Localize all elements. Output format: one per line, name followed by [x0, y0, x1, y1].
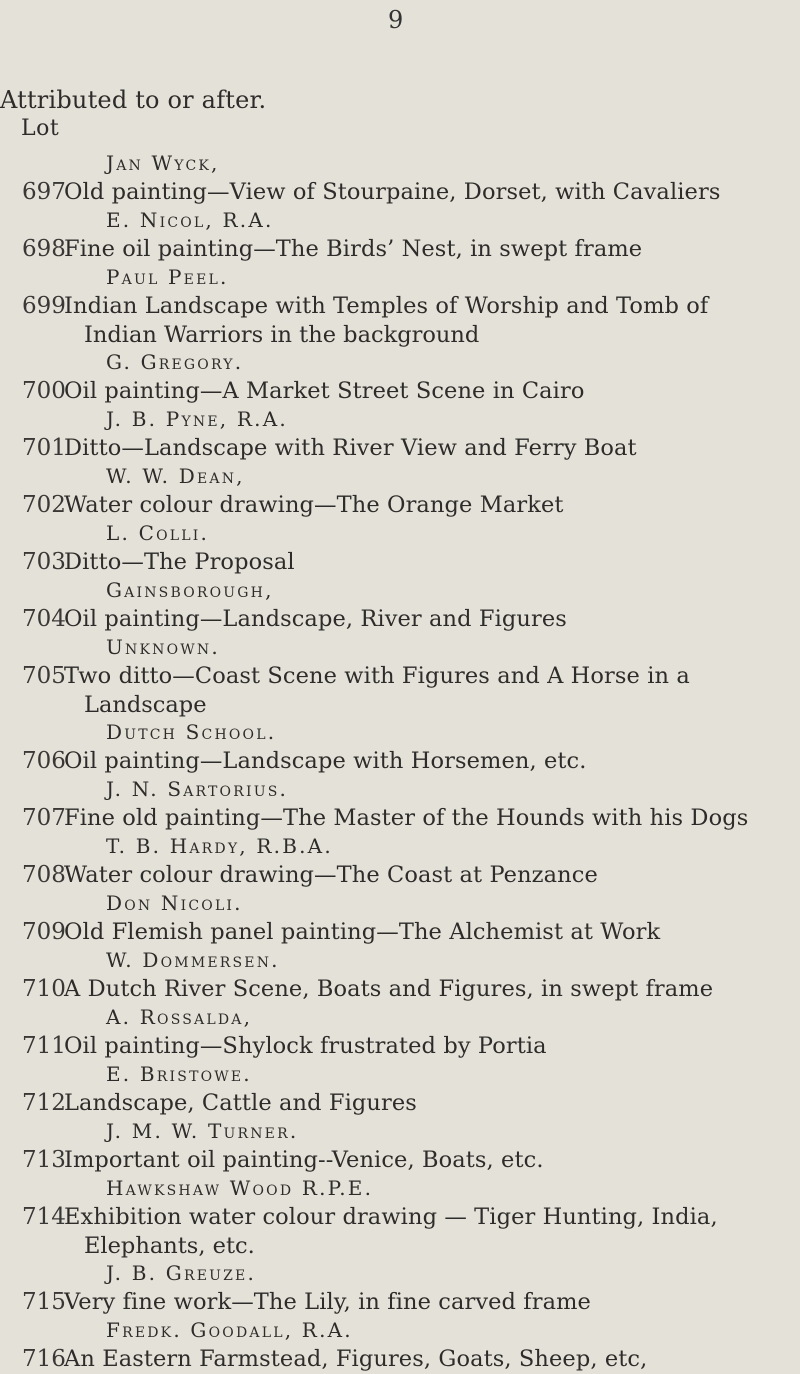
lot-number: 712 — [22, 1090, 66, 1116]
lot-number: 713 — [22, 1147, 66, 1173]
artist-name: Gainsborough, — [106, 578, 274, 602]
section-heading: Attributed to or after. — [0, 86, 267, 114]
lot-row — [0, 661, 800, 691]
lot-description: Fine old painting—The Master of the Hounds with his Dogs — [64, 805, 749, 831]
lot-row — [0, 547, 800, 577]
lot-number: 715 — [22, 1289, 66, 1315]
lot-number: 703 — [22, 549, 66, 575]
lot-row — [0, 291, 800, 321]
lot-entry — [0, 150, 800, 207]
artist-name: T. B. Hardy, R.B.A. — [106, 834, 333, 858]
lot-number: 710 — [22, 976, 66, 1002]
lot-number: 714 — [22, 1204, 66, 1230]
lot-description: Two ditto—Coast Scene with Figures and A Horse in a — [64, 663, 690, 689]
lot-description: Oil painting—A Market Street Scene in Cairo — [64, 378, 585, 404]
artist-name: J. B. Pyne, R.A. — [106, 407, 288, 431]
lot-row — [0, 860, 800, 890]
lot-description-continued: Elephants, etc. — [84, 1233, 255, 1259]
lot-row — [0, 433, 800, 463]
lot-number: 705 — [22, 663, 66, 689]
lot-number: 702 — [22, 492, 66, 518]
lot-description: A Dutch River Scene, Boats and Figures, in swept frame — [64, 976, 714, 1002]
lot-row — [0, 1031, 800, 1061]
lot-description: Water colour drawing—The Coast at Penzance — [64, 862, 598, 888]
lot-entry — [0, 947, 800, 1004]
lot-description: Oil painting—Shylock frustrated by Portia — [64, 1033, 547, 1059]
lot-number: 706 — [22, 748, 66, 774]
artist-name: W. Dommersen. — [106, 948, 280, 972]
lot-entry — [0, 264, 800, 349]
artist-name: W. W. Dean, — [106, 464, 245, 488]
lot-entry — [0, 776, 800, 833]
lot-description: Ditto—The Proposal — [64, 549, 295, 575]
lot-row — [0, 1202, 800, 1232]
artist-name: J. M. W. Turner. — [106, 1119, 299, 1143]
lot-entry — [0, 833, 800, 890]
lot-entry — [0, 1118, 800, 1175]
lot-number: 707 — [22, 805, 66, 831]
lot-list — [0, 150, 800, 1374]
lot-number: 699 — [22, 293, 66, 319]
lot-entry — [0, 349, 800, 406]
artist-name: Unknown. — [106, 635, 220, 659]
lot-row — [0, 1344, 800, 1374]
lot-entry — [0, 634, 800, 719]
lot-description: Old painting—View of Stourpaine, Dorset, with Cavaliers — [64, 179, 721, 205]
lot-entry — [0, 463, 800, 520]
lot-entry — [0, 890, 800, 947]
lot-description: Fine oil painting—The Birds’ Nest, in swept frame — [64, 236, 643, 262]
lot-entry — [0, 1061, 800, 1118]
lot-number: 709 — [22, 919, 66, 945]
lot-number: 700 — [22, 378, 66, 404]
lot-number: 704 — [22, 606, 66, 632]
lot-row — [0, 234, 800, 264]
lot-description: Very fine work—The Lily, in fine carved frame — [64, 1289, 591, 1315]
lot-entry — [0, 1004, 800, 1061]
artist-name: Jan Wyck, — [106, 151, 220, 175]
lot-description: Water colour drawing—The Orange Market — [64, 492, 564, 518]
artist-name: Dutch School. — [106, 720, 277, 744]
lot-entry — [0, 577, 800, 634]
artist-name: E. Nicol, R.A. — [106, 208, 274, 232]
lot-column-label: Lot — [21, 116, 60, 141]
lot-description: Oil painting—Landscape, River and Figures — [64, 606, 567, 632]
lot-row — [0, 803, 800, 833]
lot-row — [0, 1145, 800, 1175]
lot-description: Old Flemish panel painting—The Alchemist at Work — [64, 919, 661, 945]
lot-entry — [0, 207, 800, 264]
lot-entry — [0, 719, 800, 776]
lot-entry — [0, 1317, 800, 1374]
lot-description: Indian Landscape with Temples of Worship and Tomb of — [64, 293, 709, 319]
page-number: 9 — [388, 6, 404, 34]
artist-name: L. Colli. — [106, 521, 210, 545]
lot-description-continued: Indian Warriors in the background — [84, 322, 480, 348]
lot-entry — [0, 406, 800, 463]
artist-name: Hawkshaw Wood R.P.E. — [106, 1176, 374, 1200]
lot-description: An Eastern Farmstead, Figures, Goats, Sheep, etc, — [64, 1346, 648, 1372]
lot-description: Oil painting—Landscape with Horsemen, etc. — [64, 748, 587, 774]
lot-row — [0, 177, 800, 207]
lot-row — [0, 1088, 800, 1118]
lot-description: Important oil painting--Venice, Boats, etc. — [64, 1147, 544, 1173]
lot-entry — [0, 520, 800, 577]
artist-name: G. Gregory. — [106, 350, 244, 374]
lot-row — [0, 746, 800, 776]
lot-entry — [0, 1260, 800, 1317]
artist-name: Paul Peel. — [106, 265, 229, 289]
artist-name: J. B. Greuze. — [106, 1261, 257, 1285]
lot-number: 698 — [22, 236, 66, 262]
artist-name: Fredk. Goodall, R.A. — [106, 1318, 353, 1342]
artist-name: A. Rossalda, — [106, 1005, 253, 1029]
artist-name: J. N. Sartorius. — [106, 777, 289, 801]
artist-name: Don Nicoli. — [106, 891, 243, 915]
lot-description-continued: Landscape — [84, 692, 207, 718]
lot-row — [0, 917, 800, 947]
lot-number: 711 — [22, 1033, 66, 1059]
lot-number: 701 — [22, 435, 66, 461]
lot-number: 708 — [22, 862, 66, 888]
lot-entry — [0, 1175, 800, 1260]
lot-row — [0, 376, 800, 406]
lot-number: 716 — [22, 1346, 66, 1372]
lot-row — [0, 490, 800, 520]
lot-description: Landscape, Cattle and Figures — [64, 1090, 417, 1116]
lot-row — [0, 604, 800, 634]
lot-description: Ditto—Landscape with River View and Ferry Boat — [64, 435, 637, 461]
lot-row — [0, 974, 800, 1004]
lot-description: Exhibition water colour drawing — Tiger Hunting, India, — [64, 1204, 718, 1230]
artist-name: E. Bristowe. — [106, 1062, 252, 1086]
lot-number: 697 — [22, 179, 66, 205]
lot-row — [0, 1287, 800, 1317]
